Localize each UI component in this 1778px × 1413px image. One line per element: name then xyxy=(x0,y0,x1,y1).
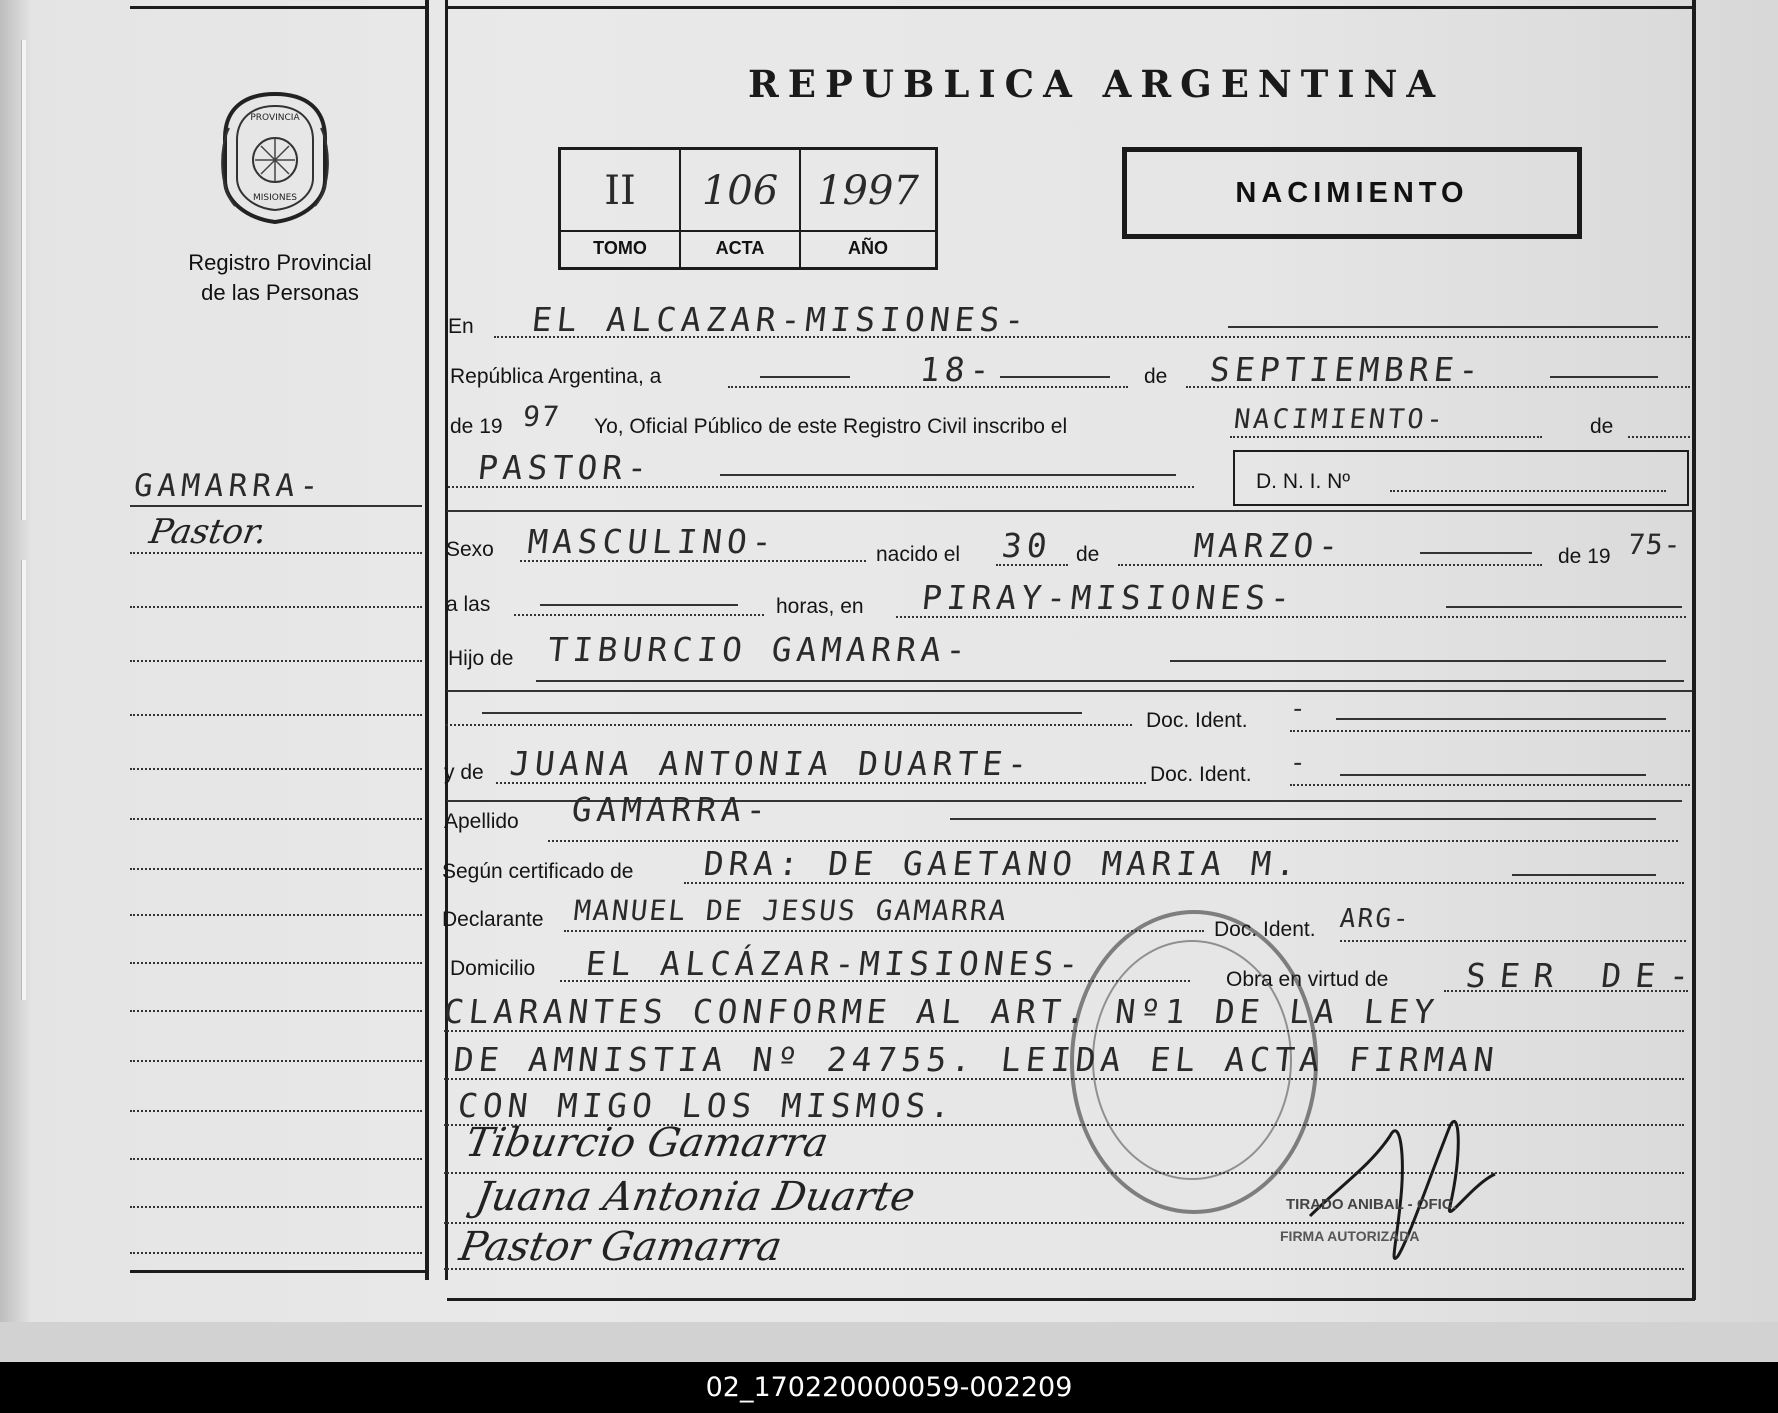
label-de-3: de xyxy=(1076,543,1100,566)
section-rule xyxy=(447,510,1692,512)
fill-stroke xyxy=(1550,376,1658,378)
label-doc-ident-mother: Doc. Ident. xyxy=(1150,763,1252,786)
label-obra: Obra en virtud de xyxy=(1226,968,1389,991)
value-birth-year-suffix: 75- xyxy=(1626,528,1684,561)
value-father-doc: - xyxy=(1288,694,1313,724)
official-caption-2: FIRMA AUTORIZADA xyxy=(1280,1228,1420,1244)
record-type-box: NACIMIENTO xyxy=(1122,147,1582,239)
field-line xyxy=(548,840,1678,842)
margin-dotted-line xyxy=(130,962,422,964)
value-body-line-2: DE AMNISTIA Nº 24755. LEIDA EL ACTA FIRMAN xyxy=(451,1040,1501,1079)
label-de: de xyxy=(1144,365,1168,388)
registration-box xyxy=(558,147,938,270)
fill-stroke xyxy=(1446,606,1682,608)
main-frame-right-edge xyxy=(1692,0,1696,1300)
ano-value: 1997 xyxy=(817,168,919,214)
margin-dotted-line xyxy=(130,1060,422,1062)
label-en: En xyxy=(448,315,474,338)
section-rule xyxy=(447,690,1692,692)
acta-label: ACTA xyxy=(715,238,765,258)
registry-line-2: de las Personas xyxy=(201,280,359,305)
field-line xyxy=(1340,940,1686,942)
fill-stroke xyxy=(950,818,1656,820)
value-certifier: DRA: DE GAETANO MARIA M. xyxy=(701,844,1303,883)
value-day: 18- xyxy=(917,350,997,389)
margin-dotted-line xyxy=(130,714,422,716)
label-a-las: a las xyxy=(446,593,491,616)
label-republica: República Argentina, a xyxy=(450,365,662,388)
tomo-value: II xyxy=(604,168,636,214)
value-birth-place: PIRAY-MISIONES- xyxy=(919,578,1298,617)
value-year-suffix: 97 xyxy=(521,400,563,433)
label-nacido-el: nacido el xyxy=(876,543,961,566)
official-signature-icon xyxy=(1300,1096,1500,1286)
value-birth-month: MARZO- xyxy=(1191,526,1346,565)
margin-dotted-line xyxy=(130,914,422,916)
value-declarant: MANUEL DE JESUS GAMARRA xyxy=(572,894,1010,927)
main-frame-bottom-rule xyxy=(447,1298,1695,1301)
label-doc-ident-declarant: Doc. Ident. xyxy=(1214,918,1316,941)
official-stamp-inner-ring xyxy=(1092,940,1292,1180)
father-rule xyxy=(536,680,1684,682)
field-line xyxy=(1390,490,1666,492)
label-de-19-birth: de 19 xyxy=(1558,545,1611,568)
fill-stroke xyxy=(1000,376,1110,378)
margin-dotted-line xyxy=(130,1206,422,1208)
field-line xyxy=(1290,730,1690,732)
label-apellido: Apellido xyxy=(444,810,519,833)
value-place: EL ALCAZAR-MISIONES- xyxy=(529,300,1032,339)
margin-dotted-line xyxy=(130,606,422,608)
label-dni: D. N. I. Nº xyxy=(1256,470,1351,493)
fill-stroke xyxy=(1512,874,1656,876)
main-frame-left-edge xyxy=(445,0,448,1280)
value-event: NACIMIENTO- xyxy=(1232,404,1448,435)
page-title: REPUBLICA ARGENTINA xyxy=(748,62,1445,106)
left-column-top-rule xyxy=(130,6,425,9)
value-person: PASTOR- xyxy=(475,448,655,487)
fill-stroke xyxy=(760,376,850,378)
field-line xyxy=(1230,436,1542,438)
margin-surname: GAMARRA- xyxy=(132,468,326,504)
margin-dotted-line xyxy=(130,868,422,870)
seal-bottom-text: MISIONES xyxy=(252,193,298,203)
province-seal-icon xyxy=(215,88,335,228)
value-declarant-doc: ARG- xyxy=(1338,904,1413,934)
fill-stroke xyxy=(720,474,1176,476)
field-line xyxy=(564,930,1204,932)
signature-mother: Juana Antonia Duarte xyxy=(471,1174,919,1220)
field-line xyxy=(444,1030,1684,1032)
value-sex: MASCULINO- xyxy=(525,522,779,561)
label-y-de: y de xyxy=(444,761,484,784)
label-domicilio: Domicilio xyxy=(450,957,536,980)
acta-cell xyxy=(681,150,801,267)
tomo-label: TOMO xyxy=(593,238,647,258)
acta-value: 106 xyxy=(701,168,779,214)
registry-line-1: Registro Provincial xyxy=(188,250,372,275)
binding-stitch xyxy=(21,40,26,520)
main-frame-top-rule xyxy=(447,6,1695,9)
margin-dotted-line xyxy=(130,1252,422,1254)
value-virtue: SER DE- xyxy=(1463,956,1706,995)
value-birth-day: 30 xyxy=(999,526,1054,565)
fill-stroke xyxy=(1420,552,1532,554)
field-line xyxy=(446,724,1132,726)
signature-declarant: Pastor Gamarra xyxy=(455,1224,786,1270)
label-oficial: Yo, Oficial Público de este Registro Civil inscribo el xyxy=(594,415,1068,438)
label-hijo-de: Hijo de xyxy=(448,647,514,670)
margin-dotted-line xyxy=(130,660,422,662)
official-caption-1: TIRADO ANIBAL - OFIC. xyxy=(1286,1196,1457,1213)
image-id-footer: 02_170220000059-002209 xyxy=(0,1362,1778,1413)
field-line xyxy=(444,1078,1684,1080)
fill-stroke xyxy=(1170,660,1666,662)
label-doc-ident-father: Doc. Ident. xyxy=(1146,709,1248,732)
page-bottom-edge xyxy=(0,1322,1778,1362)
fill-stroke xyxy=(540,604,738,606)
field-line xyxy=(1290,784,1690,786)
margin-dotted-line xyxy=(130,552,422,554)
left-column-bottom-rule xyxy=(130,1270,425,1273)
ano-cell xyxy=(801,150,935,267)
value-mother: JUANA ANTONIA DUARTE- xyxy=(507,744,1035,783)
margin-dotted-line xyxy=(130,768,422,770)
value-body-line-1: CLARANTES CONFORME AL ART. Nº1 DE LA LEY xyxy=(441,992,1441,1031)
value-body-line-3: CON MIGO LOS MISMOS. xyxy=(455,1086,958,1125)
field-line xyxy=(448,486,1194,488)
field-line xyxy=(1628,436,1690,438)
label-segun: Según certificado de xyxy=(442,860,634,883)
margin-rule xyxy=(130,505,422,507)
left-column-divider xyxy=(425,0,429,1280)
seal-top-text: PROVINCIA xyxy=(250,113,300,123)
margin-dotted-line xyxy=(130,1110,422,1112)
fill-stroke xyxy=(1228,326,1658,328)
value-surname: GAMARRA- xyxy=(569,790,774,829)
value-month: SEPTIEMBRE- xyxy=(1207,350,1486,389)
margin-given-name: Pastor. xyxy=(146,512,271,552)
registry-name xyxy=(160,248,400,308)
binding-stitch xyxy=(21,560,26,1000)
ano-label: AÑO xyxy=(848,238,888,258)
tomo-cell xyxy=(561,150,681,267)
fill-stroke xyxy=(1336,718,1666,720)
label-de-19: de 19 xyxy=(450,415,503,438)
margin-dotted-line xyxy=(130,818,422,820)
value-domicile: EL ALCÁZAR-MISIONES- xyxy=(583,944,1086,983)
margin-dotted-line xyxy=(130,1010,422,1012)
label-horas-en: horas, en xyxy=(776,595,864,618)
margin-dotted-line xyxy=(130,1158,422,1160)
field-line xyxy=(514,614,764,616)
label-sexo: Sexo xyxy=(446,538,494,561)
fill-stroke xyxy=(1340,774,1646,776)
fill-stroke xyxy=(482,712,1082,714)
value-mother-doc: - xyxy=(1288,748,1313,778)
signature-father: Tiburcio Gamarra xyxy=(461,1120,832,1166)
value-father: TIBURCIO GAMARRA- xyxy=(545,630,973,669)
label-declarante: Declarante xyxy=(442,908,544,931)
label-de-2: de xyxy=(1590,415,1614,438)
